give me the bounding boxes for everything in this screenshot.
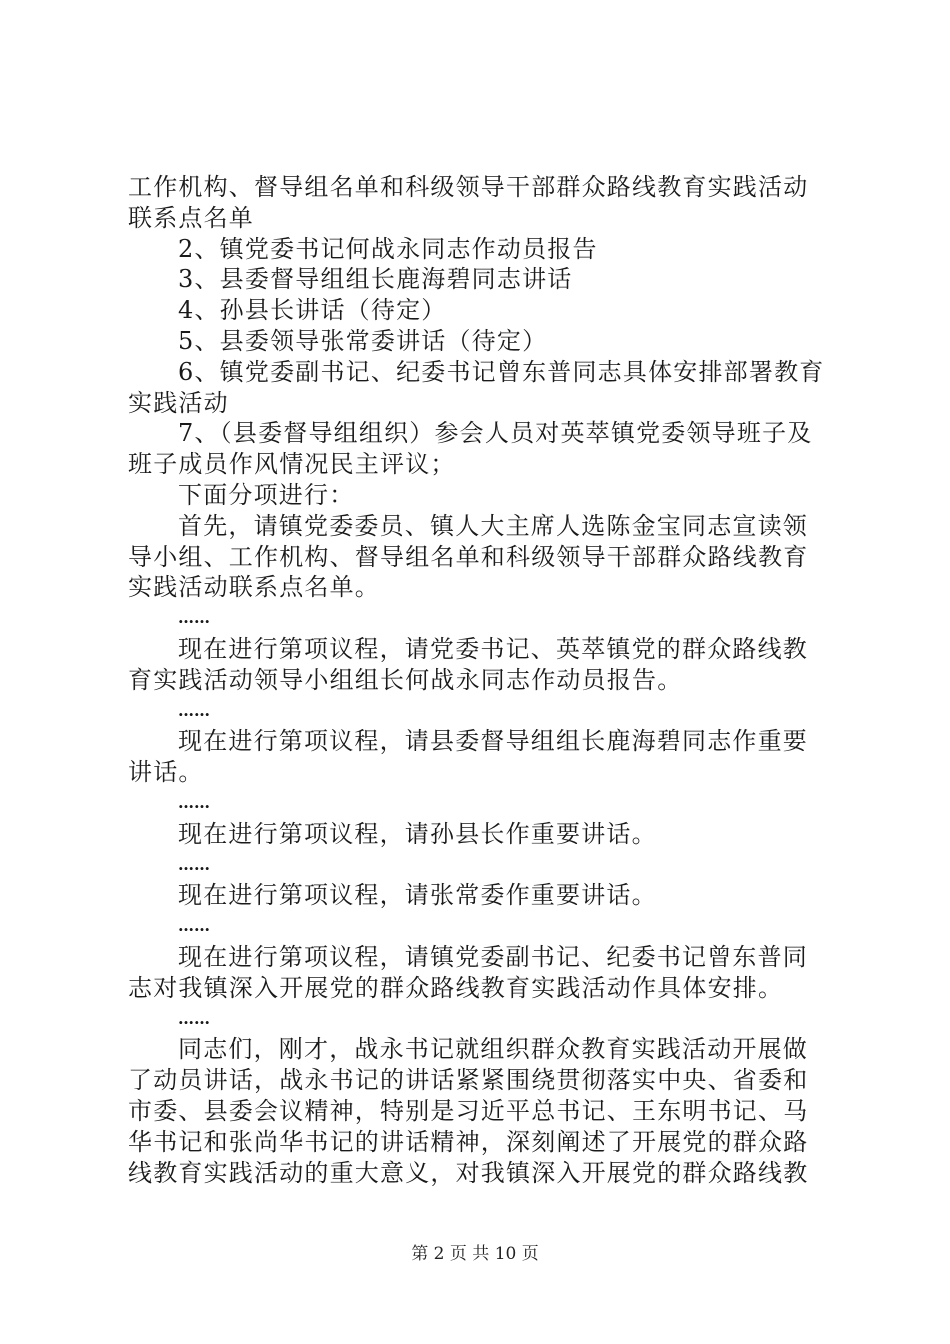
text-line: 实践活动联系点名单。 (128, 573, 380, 602)
agenda-item-4: 4、孙县长讲话（待定） (178, 296, 447, 325)
text-line: 华书记和张尚华书记的讲话精神，深刻阐述了开展党的群众路 (128, 1127, 809, 1156)
agenda-item-3: 3、县委督导组组长鹿海碧同志讲话 (178, 265, 573, 294)
paragraph-start: 首先，请镇党委委员、镇人大主席人选陈金宝同志宣读领 (178, 511, 808, 540)
document-body (128, 172, 840, 1188)
text-line: 线教育实践活动的重大意义，对我镇深入开展党的群众路线教 (128, 1158, 809, 1187)
agenda-item-2: 2、镇党委书记何战永同志作动员报告 (178, 234, 598, 263)
ellipsis-line: …… (178, 608, 210, 628)
text-line: 工作机构、督导组名单和科级领导干部群众路线教育实践活动 (128, 173, 809, 201)
text-line: 班子成员作风情况民主评议； (128, 450, 456, 479)
agenda-item-6: 6、镇党委副书记、纪委书记曾东普同志具体安排部署教育 (178, 357, 825, 386)
ellipsis-line: …… (178, 854, 210, 874)
paragraph-start: 现在进行第项议程，请党委书记、英萃镇党的群众路线教 (178, 634, 808, 663)
text-line: 了动员讲话，战永书记的讲话紧紧围绕贯彻落实中央、省委和 (128, 1066, 809, 1095)
agenda-item-5: 5、县委领导张常委讲话（待定） (178, 326, 548, 355)
text-line: 联系点名单 (128, 203, 254, 232)
text-line: 讲话。 (128, 758, 204, 787)
text-line: 市委、县委会议精神，特别是习近平总书记、王东明书记、马 (128, 1096, 809, 1125)
ellipsis-line: …… (178, 916, 210, 936)
text-line: 导小组、工作机构、督导组名单和科级领导干部群众路线教育 (128, 542, 809, 571)
text-line: 实践活动 (128, 388, 229, 417)
text-line: 育实践活动领导小组组长何战永同志作动员报告。 (128, 665, 683, 694)
paragraph-start: 同志们，刚才，战永书记就组织群众教育实践活动开展做 (178, 1035, 808, 1064)
ellipsis-line: …… (178, 792, 210, 812)
ellipsis-line: …… (178, 1008, 210, 1028)
agenda-item-7: 7、（县委督导组组织）参会人员对英萃镇党委领导班子及 (178, 419, 813, 448)
text-line: 志对我镇深入开展党的群众路线教育实践活动作具体安排。 (128, 973, 784, 1002)
paragraph-start: 现在进行第项议程，请镇党委副书记、纪委书记曾东普同 (178, 942, 808, 971)
paragraph-start: 现在进行第项议程，请孙县长作重要讲话。 (178, 819, 657, 848)
paragraph-start: 现在进行第项议程，请县委督导组组长鹿海碧同志作重要 (178, 727, 808, 756)
page-number-footer: 第 2 页 共 10 页 (411, 1244, 539, 1264)
paragraph-start: 下面分项进行： (178, 480, 355, 509)
ellipsis-line: …… (178, 700, 210, 720)
paragraph-start: 现在进行第项议程，请张常委作重要讲话。 (178, 881, 657, 910)
